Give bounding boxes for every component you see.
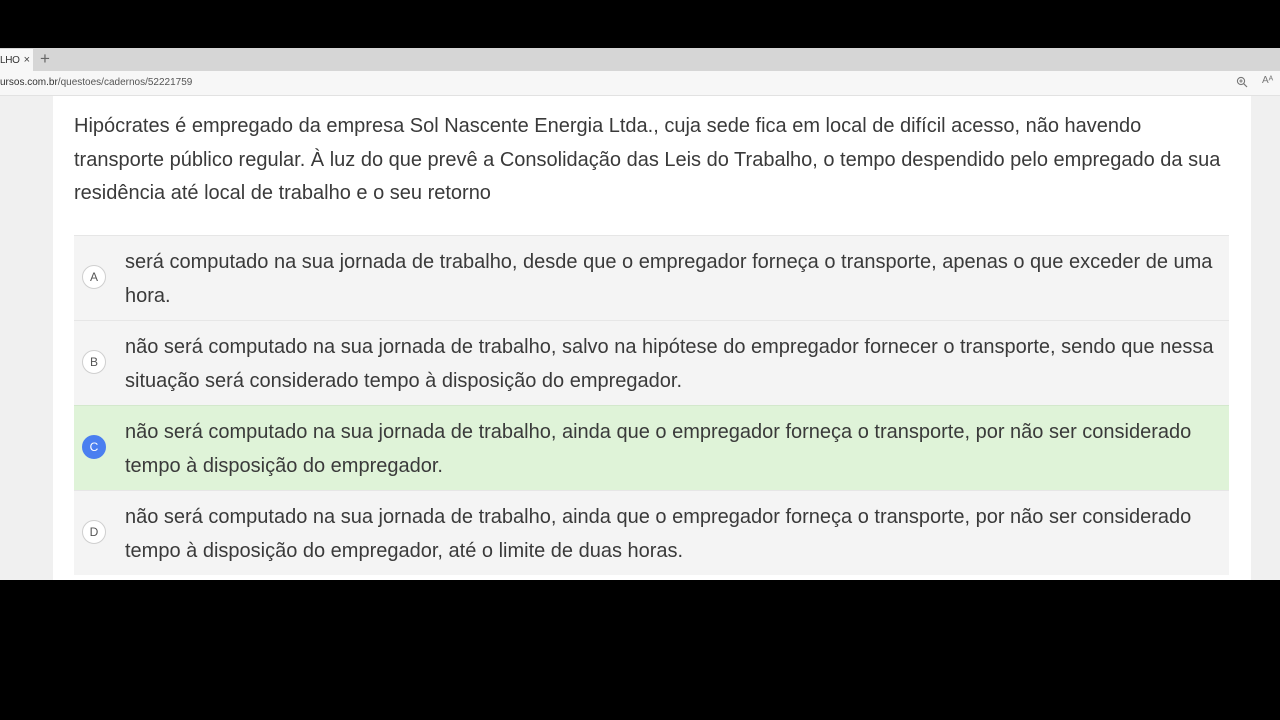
option-letter-badge[interactable]: C xyxy=(82,435,106,459)
option-letter-badge[interactable]: D xyxy=(82,520,106,544)
option-text[interactable]: não será computado na sua jornada de trabalho, ainda que o empregador forneça o transporte, por não ser considerado tempo à disposição do empregador, até o limite de duas horas. xyxy=(125,506,1192,562)
browser-tab[interactable] xyxy=(0,49,33,71)
option-letter-badge[interactable]: A xyxy=(82,265,106,289)
question-card xyxy=(53,96,1251,580)
new-tab-button[interactable]: + xyxy=(40,49,50,68)
option-text[interactable]: não será computado na sua jornada de trabalho, ainda que o empregador forneça o transporte, por não ser considerado tempo à disposição do empregador. xyxy=(125,421,1192,477)
address-bar[interactable] xyxy=(0,71,1280,96)
option-b[interactable] xyxy=(74,320,1229,405)
tab-title: LHO xyxy=(0,54,20,66)
option-letter-badge[interactable]: B xyxy=(82,350,106,374)
browser-window xyxy=(0,48,1280,580)
url-host: ursos.com.br xyxy=(0,77,58,88)
option-c[interactable] xyxy=(74,405,1229,490)
option-text[interactable]: não será computado na sua jornada de trabalho, salvo na hipótese do empregador fornecer o transporte, sendo que nessa situação será considerado tempo à disposição do empregador. xyxy=(125,336,1214,392)
answer-options xyxy=(74,235,1229,575)
url-path: /questoes/cadernos/52221759 xyxy=(57,77,193,88)
option-a[interactable] xyxy=(74,235,1229,320)
page-content xyxy=(0,96,1280,580)
option-d[interactable] xyxy=(74,490,1229,575)
option-text[interactable]: será computado na sua jornada de trabalho, desde que o empregador forneça o transporte, apenas o que exceder de uma hora. xyxy=(125,251,1213,307)
url-text[interactable] xyxy=(0,77,192,88)
zoom-icon[interactable] xyxy=(1236,76,1248,88)
question-statement: Hipócrates é empregado da empresa Sol Nascente Energia Ltda., cuja sede fica em local de difícil acesso, não havendo transporte público regular. À luz do que prevê a Consolidação das Leis do Trabalho, o tempo despendido pelo empregado da sua residência até local de trabalho e o seu retorno xyxy=(74,115,1221,204)
tab-strip xyxy=(0,48,1280,71)
close-tab-icon[interactable]: × xyxy=(23,53,31,66)
read-aloud-icon[interactable]: Aᴬ xyxy=(1262,75,1274,86)
